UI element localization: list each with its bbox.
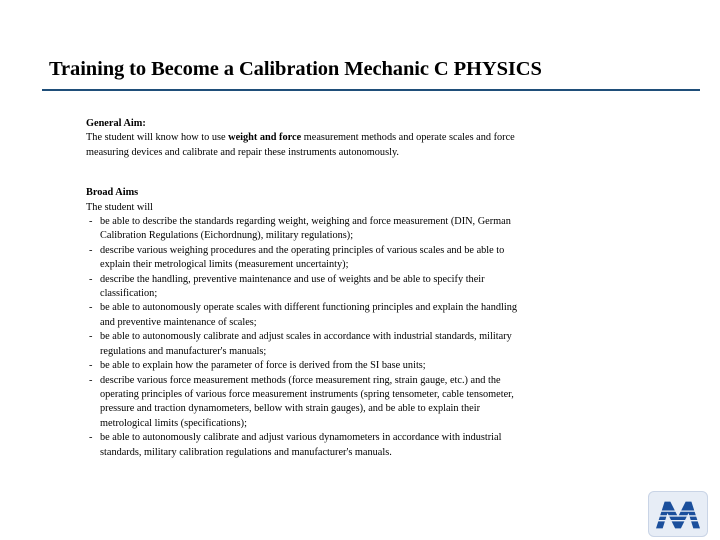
list-item	[86, 330, 526, 359]
general-aim-text-end: measurement methods and operate scales and force measuring devices and calibrate and repair these instruments autonomously.	[86, 132, 515, 158]
broad-aims-list	[86, 215, 526, 460]
bullet-dash: -	[89, 360, 93, 372]
list-item-text: be able to autonomously calibrate and adjust scales in accordance with industrial standards, military regulations and manufacturer's manuals;	[100, 331, 512, 357]
broad-aims-intro: The student will	[86, 201, 153, 213]
list-item	[86, 431, 526, 460]
bullet-dash: -	[89, 302, 93, 314]
list-item-text: be able to autonomously calibrate and adjust various dynamometers in accordance with industrial standards, military calibration regulations and manufacturer's manuals.	[100, 432, 502, 458]
list-item-text: be able to autonomously operate scales with different functioning principles and explain the handling and preventive maintenance of scales;	[100, 302, 518, 328]
list-item-text: be able to describe the standards regarding weight, weighing and force measurement (DIN, German Calibration Regulations (Eichordnung), military regulations);	[100, 216, 511, 242]
bullet-dash: -	[89, 244, 93, 256]
slide-title: Training to Become a Calibration Mechanic C PHYSICS	[49, 58, 542, 80]
section-spacer	[86, 160, 526, 186]
list-item	[86, 273, 526, 302]
list-item	[86, 359, 526, 373]
bullet-dash: -	[89, 216, 93, 228]
list-item-text: describe various weighing procedures and the operating principles of various scales and be able to explain their metrological limits (measurement uncertainty);	[100, 244, 505, 271]
general-aim-heading: General Aim:	[86, 118, 146, 129]
list-item	[86, 301, 526, 330]
broad-aims-heading: Broad Aims	[86, 187, 139, 199]
bullet-dash: -	[89, 331, 93, 343]
general-aim-text	[86, 131, 526, 160]
title-divider	[42, 89, 700, 91]
list-item	[86, 374, 526, 432]
list-item-text: describe the handling, preventive maintenance and use of weights and be able to specify their classification;	[100, 273, 485, 300]
bullet-dash: -	[89, 432, 93, 444]
bullet-dash: -	[89, 374, 93, 386]
list-item-text: be able to explain how the parameter of force is derived from the SI base units;	[100, 360, 426, 372]
list-item	[86, 244, 526, 273]
list-item-text: describe various force measurement methods (force measurement ring, strain gauge, etc.) and the operating principles of various force measurement instruments (spring tensometer, cable tensometer, pressure and traction dynamometers, bellow with strain gauges), and be able to explain their metrological limits (specifications);	[100, 374, 514, 429]
general-aim-text-start: The student will know how to use	[86, 132, 229, 144]
slide-content	[86, 117, 526, 460]
general-aim-text-bold: weight and force	[228, 132, 302, 144]
bullet-dash: -	[89, 273, 93, 285]
list-item	[86, 215, 526, 244]
logo-mark-icon	[649, 492, 707, 536]
organization-logo-icon	[648, 491, 708, 537]
